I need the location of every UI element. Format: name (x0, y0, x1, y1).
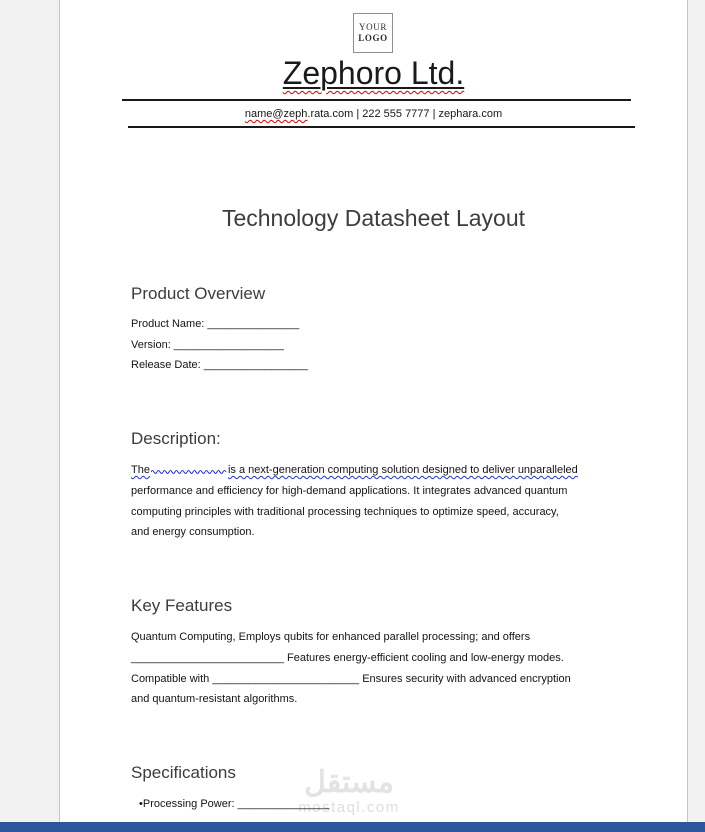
section-heading-product-overview: Product Overview (131, 284, 266, 303)
field-release-date: Release Date: _________________ (131, 359, 308, 371)
contact-website: zephara.com (438, 108, 503, 120)
contact-email-flagged: name@zeph (244, 108, 308, 120)
description-flagged-lead: The (131, 464, 150, 476)
section-heading-description: Description: (131, 429, 221, 448)
key-features-line-4: and quantum-resistant algorithms. (131, 693, 298, 706)
description-line-1 (131, 460, 578, 481)
document-title: Technology Datasheet Layout (221, 205, 526, 231)
logo-text-line1: YOUR (359, 22, 387, 32)
watermark-arabic-text: مستقل (304, 766, 394, 799)
grammar-wavy-blank-underline (151, 467, 227, 474)
description-flagged-tail: is a next-generation computing solution designed to deliver unparalleled (227, 464, 578, 476)
page-content (60, 0, 687, 832)
letterhead-rule-bottom (128, 126, 635, 128)
specifications-bullet-item: •Processing Power: _______________ (139, 798, 330, 810)
description-line-2: performance and efficiency for high-demand applications. It integrates advanced quantum (131, 484, 568, 497)
logo-text-line2: LOGO (358, 33, 388, 43)
field-product-name: Product Name: _______________ (131, 318, 300, 330)
description-line-3: computing principles with traditional processing techniques to optimize speed, accuracy, (131, 505, 559, 518)
contact-email-rest: .rata.com (307, 108, 354, 120)
contact-separator-2: | (429, 108, 439, 120)
contact-phone: 222 555 7777 (362, 108, 430, 120)
description-line-4: and energy consumption. (131, 526, 255, 539)
contact-separator-1: | (353, 108, 363, 120)
key-features-line-3: Compatible with ________________________ Ensures security with advanced encryption (131, 672, 571, 685)
key-features-paragraph (131, 627, 571, 710)
section-heading-key-features: Key Features (131, 596, 233, 615)
letterhead-rule-top (122, 99, 631, 101)
company-name-text: Zephoro Ltd. (282, 55, 465, 91)
document-page (59, 0, 688, 832)
logo-placeholder (353, 13, 393, 53)
product-overview-fields (131, 314, 308, 376)
key-features-line-1: Quantum Computing, Employs qubits for enhanced parallel processing; and offers (131, 631, 531, 643)
key-features-line-2: _________________________ Features energy-efficient cooling and low-energy modes. (131, 651, 564, 664)
company-name-heading (60, 52, 687, 94)
description-paragraph (131, 460, 578, 543)
watermark-domain-text: mostaql.com (298, 799, 400, 816)
section-heading-specifications: Specifications (131, 763, 236, 782)
field-version: Version: __________________ (131, 338, 284, 351)
contact-info-line (60, 106, 687, 122)
